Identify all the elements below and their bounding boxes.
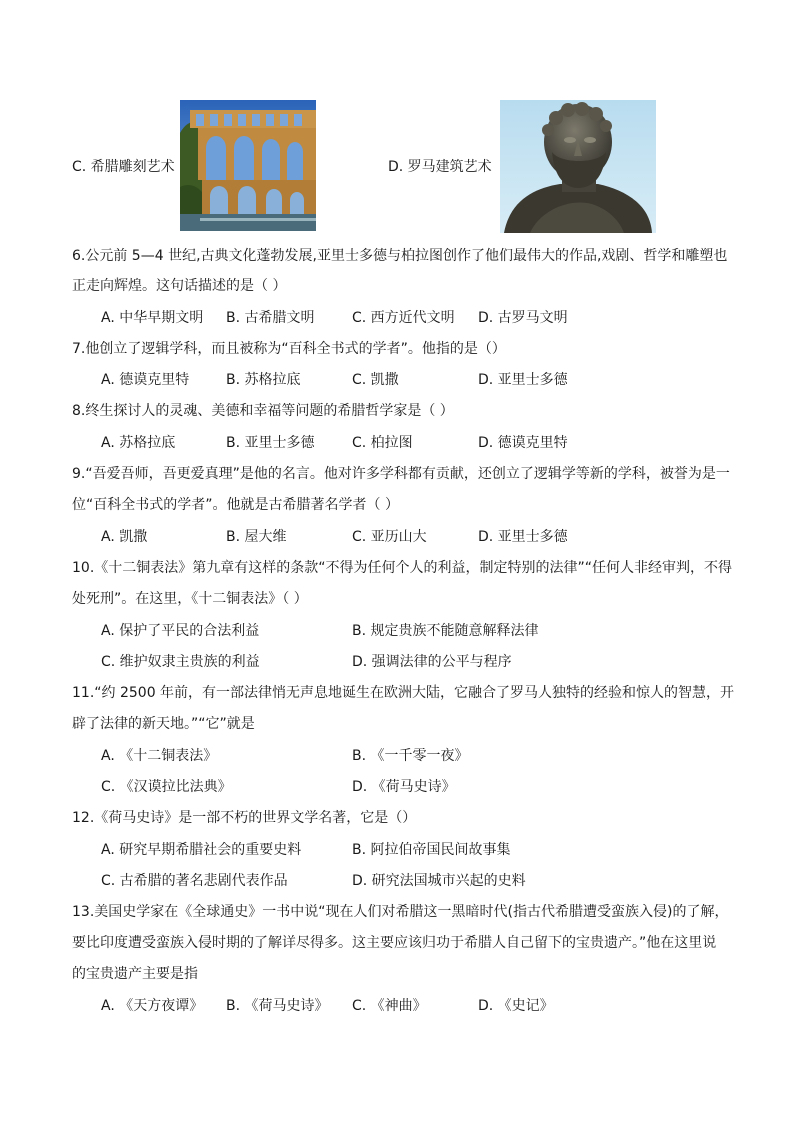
question-11-option-d[interactable]: D. 《荷马史诗》 [352, 779, 456, 795]
question-8-option-a[interactable]: A. 苏格拉底 [101, 435, 176, 451]
question-9-option-c[interactable]: C. 亚历山大 [352, 529, 427, 545]
question-7-option-d[interactable]: D. 亚里士多德 [478, 372, 568, 388]
question-10-option-b[interactable]: B. 规定贵族不能随意解释法律 [352, 623, 539, 639]
question-13-line-3: 的宝贵遗产主要是指 [72, 966, 198, 982]
question-6-option-d[interactable]: D. 古罗马文明 [478, 310, 568, 326]
question-8-option-b[interactable]: B. 亚里士多德 [226, 435, 315, 451]
question-11-option-a[interactable]: A. 《十二铜表法》 [101, 748, 218, 764]
question-11-line-1: 11.“约 2500 年前，有一部法律悄无声息地诞生在欧洲大陆，它融合了罗马人独特的经验和惊人的智慧，开 [72, 685, 735, 701]
question-12-option-c[interactable]: C. 古希腊的著名悲剧代表作品 [101, 873, 288, 889]
question-9-line-2: 位“百科全书式的学者”。他就是古希腊著名学者（ ） [72, 497, 399, 513]
question-10-line-2: 处死刑”。在这里，《十二铜表法》（ ） [72, 591, 308, 607]
question-13-line-1: 13.美国史学家在《全球通史》一书中说“现在人们对希腊这一黑暗时代(指古代希腊遭受蛮族入侵)的了解， [72, 904, 729, 920]
question-10-option-c[interactable]: C. 维护奴隶主贵族的利益 [101, 654, 260, 670]
question-9-option-b[interactable]: B. 屋大维 [226, 529, 287, 545]
question-7-option-c[interactable]: C. 凯撒 [352, 372, 399, 388]
question-13-option-d[interactable]: D. 《史记》 [478, 998, 554, 1014]
question-10-line-1: 10.《十二铜表法》第九章有这样的条款“不得为任何个人的利益，制定特别的法律”“任何人非经审判，不得 [72, 560, 733, 576]
question-6-line-2: 正走向辉煌。这句话描述的是（ ） [72, 278, 287, 294]
question-13-line-2: 要比印度遭受蛮族入侵时期的了解详尽得多。这主要应该归功于希腊人自己留下的宝贵遗产。”他在这里说 [72, 935, 717, 951]
question-6-option-b[interactable]: B. 古希腊文明 [226, 310, 315, 326]
question-8-line-1: 8.终生探讨人的灵魂、美德和幸福等问题的希腊哲学家是（ ） [72, 403, 454, 419]
question-12-option-a[interactable]: A. 研究早期希腊社会的重要史料 [101, 842, 302, 858]
question-9-option-d[interactable]: D. 亚里士多德 [478, 529, 568, 545]
question-9-line-1: 9.“吾爱吾师，吾更爱真理”是他的名言。他对许多学科都有贡献，还创立了逻辑学等新的学科，被誉为是一 [72, 466, 730, 482]
bust-sculpture-photo-icon [500, 100, 656, 233]
option-c-label: C. 希腊雕刻艺术 [72, 159, 175, 175]
question-8-option-c[interactable]: C. 柏拉图 [352, 435, 413, 451]
question-8-option-d[interactable]: D. 德谟克里特 [478, 435, 568, 451]
question-9-option-a[interactable]: A. 凯撒 [101, 529, 148, 545]
question-13-option-c[interactable]: C. 《神曲》 [352, 998, 427, 1014]
question-7-option-b[interactable]: B. 苏格拉底 [226, 372, 301, 388]
question-6-line-1: 6.公元前 5—4 世纪,古典文化蓬勃发展,亚里士多德与柏拉图创作了他们最伟大的作品,戏剧、哲学和雕塑也 [72, 248, 728, 264]
aqueduct-photo-icon [180, 100, 316, 231]
question-7-line-1: 7.他创立了逻辑学科，而且被称为“百科全书式的学者”。他指的是（） [72, 341, 506, 357]
question-13-option-b[interactable]: B. 《荷马史诗》 [226, 998, 329, 1014]
question-7-option-a[interactable]: A. 德谟克里特 [101, 372, 190, 388]
question-6-option-c[interactable]: C. 西方近代文明 [352, 310, 455, 326]
question-12-option-d[interactable]: D. 研究法国城市兴起的史料 [352, 873, 526, 889]
question-13-option-a[interactable]: A. 《天方夜谭》 [101, 998, 204, 1014]
question-6-option-a[interactable]: A. 中华早期文明 [101, 310, 204, 326]
option-d-label: D. 罗马建筑艺术 [388, 159, 492, 175]
question-11-option-b[interactable]: B. 《一千零一夜》 [352, 748, 469, 764]
question-10-option-a[interactable]: A. 保护了平民的合法利益 [101, 623, 260, 639]
question-12-option-b[interactable]: B. 阿拉伯帝国民间故事集 [352, 842, 511, 858]
question-11-line-2: 辟了法律的新天地。”“它”就是 [72, 716, 255, 732]
question-12-line-1: 12.《荷马史诗》是一部不朽的世界文学名著，它是（） [72, 810, 417, 826]
question-11-option-c[interactable]: C. 《汉谟拉比法典》 [101, 779, 232, 795]
question-10-option-d[interactable]: D. 强调法律的公平与程序 [352, 654, 512, 670]
